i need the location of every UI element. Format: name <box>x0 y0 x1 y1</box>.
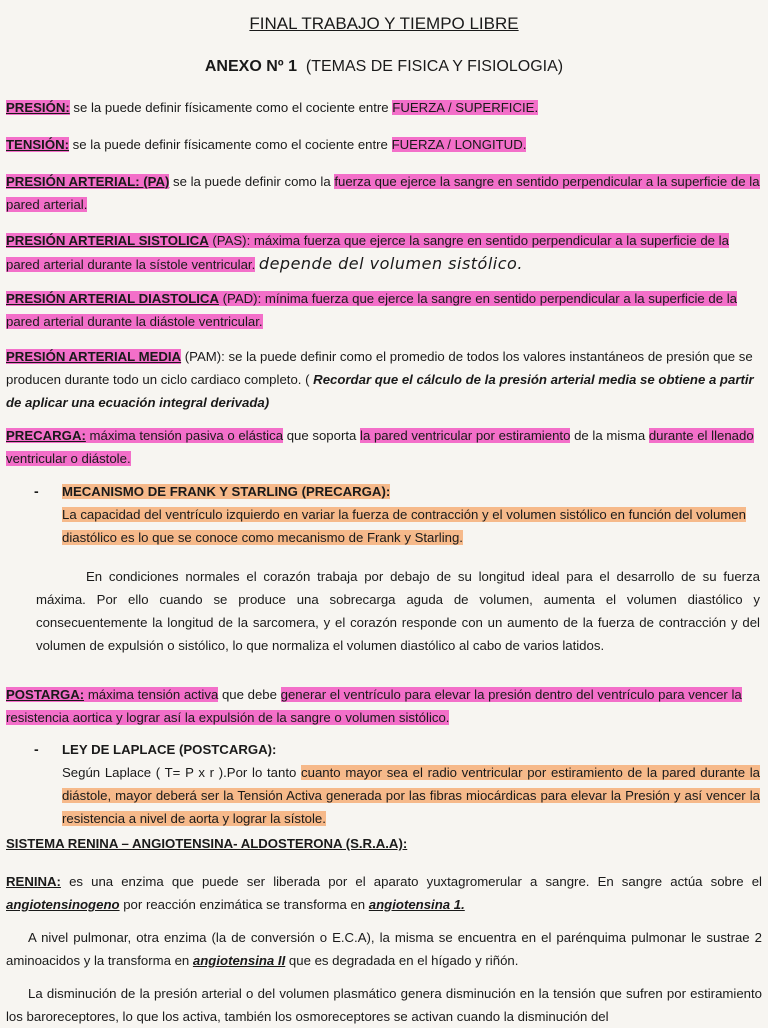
postcarga-definition: POSTARGA: máxima tensión activa que debe generar el ventrículo para elevar la presión dentro del ventrículo para vencer la resistencia aortica y lograr así la expulsión de la sangre o volumen sistólico. <box>6 687 742 725</box>
presion-definition: PRESIÓN: se la puede definir físicamente como el cociente entre FUERZA / SUPERFICIE. <box>6 100 539 115</box>
disminucion-paragraph: La disminución de la presión arterial o del volumen plasmático genera disminución en la tensión que sufren por estiramiento los baroreceptores, lo que los activa, también los osmoreceptores se activan cuando la disminución del <box>6 986 762 1024</box>
frank-heading: MECANISMO DE FRANK Y STARLING (PRECARGA): <box>62 484 391 499</box>
handwritten-note: depende del volumen sistólico. <box>258 254 523 273</box>
frank-starling-section <box>62 480 760 549</box>
precarga-definition: PRECARGA: máxima tensión pasiva o elástica que soporta la pared ventricular por estiramiento de la misma durante el llenado ventricular o diástole. <box>6 428 754 466</box>
tension-definition: TENSIÓN: se la puede definir físicamente como el cociente entre FUERZA / LONGITUD. <box>6 137 527 152</box>
frank-text: La capacidad del ventrículo izquierdo en variar la fuerza de contracción y el volumen sistólico en función del volumen diastólico es lo que se conoce como mecanismo de Frank y Starling. <box>62 507 746 545</box>
annex-subtitle: ANEXO Nº 1 (TEMAS DE FISICA Y FISIOLOGIA) <box>204 58 564 75</box>
sraa-heading: SISTEMA RENINA – ANGIOTENSINA- ALDOSTERONA (S.R.A.A): <box>6 836 408 851</box>
pulmonar-paragraph: A nivel pulmonar, otra enzima (la de conversión o E.C.A), la misma se encuentra en el parénquima pulmonar le sustrae 2 aminoacidos y la transforma en angiotensina II que es degradada en el hígado y riñón. <box>6 930 762 968</box>
pad-definition: PRESIÓN ARTERIAL DIASTOLICA (PAD): mínima fuerza que ejerce la sangre en sentido perpendicular a la superficie de la pared arterial durante la diástole ventricular. <box>6 291 737 329</box>
renina-definition: RENINA: es una enzima que puede ser liberada por el aparato yuxtagromerular a sangre. En sangre actúa sobre el angiotensinogeno por reacción enzimática se transforma en angiotensina 1. <box>6 874 762 912</box>
pam-definition: PRESIÓN ARTERIAL MEDIA (PAM): se la puede definir como el promedio de todos los valores instantáneos de presión que se producen durante todo un ciclo cardiaco completo. ( Recordar que el cálculo de la presión arterial media se obtiene a partir de aplicar una ecuación integral derivada) <box>6 349 754 410</box>
laplace-bullet: - <box>34 741 39 757</box>
pas-definition: PRESIÓN ARTERIAL SISTOLICA (PAS): máxima fuerza que ejerce la sangre en sentido perpendicular a la superficie de la pared arterial durante la sístole ventricular. depende del volumen sistólico. <box>6 233 729 273</box>
condiciones-paragraph: En condiciones normales el corazón trabaja por debajo de su longitud ideal para el desarrollo de su fuerza máxima. Por ello cuando se produce una sobrecarga aguda de volumen, aumenta el volumen diastólico y consecuentemente la longitud de la sarcomera, y el corazón responde con un aumento de la fuerza de contracción y del volumen de expulsión o sistólico, lo que normaliza el volumen diastólico al cabo de varios latidos. <box>36 569 760 653</box>
laplace-heading: LEY DE LAPLACE (POSTCARGA): <box>62 742 277 757</box>
presion-arterial-definition: PRESIÓN ARTERIAL: (PA) se la puede definir como la fuerza que ejerce la sangre en sentido perpendicular a la superficie de la pared arterial. <box>6 174 760 212</box>
laplace-section: LEY DE LAPLACE (POSTCARGA): Según Laplace ( T= P x r ).Por lo tanto cuanto mayor sea el radio ventricular por estiramiento de la pared durante la diástole, mayor deberá ser la Tensión Activa generada por las fibras miocárdicas para elevar la Presión y así vencer la resistencia a nivel de aorta y lograr la sístole. <box>62 742 760 826</box>
laplace-highlight: cuanto mayor sea el radio ventricular por estiramiento de la pared durante la diástole, mayor deberá ser la Tensión Activa generada por las fibras miocárdicas para elevar la Presión y así vencer la resistencia a nivel de aorta y lograr la sístole. <box>62 765 760 826</box>
frank-bullet: - <box>34 483 39 499</box>
document-title: FINAL TRABAJO Y TIEMPO LIBRE <box>249 14 519 33</box>
